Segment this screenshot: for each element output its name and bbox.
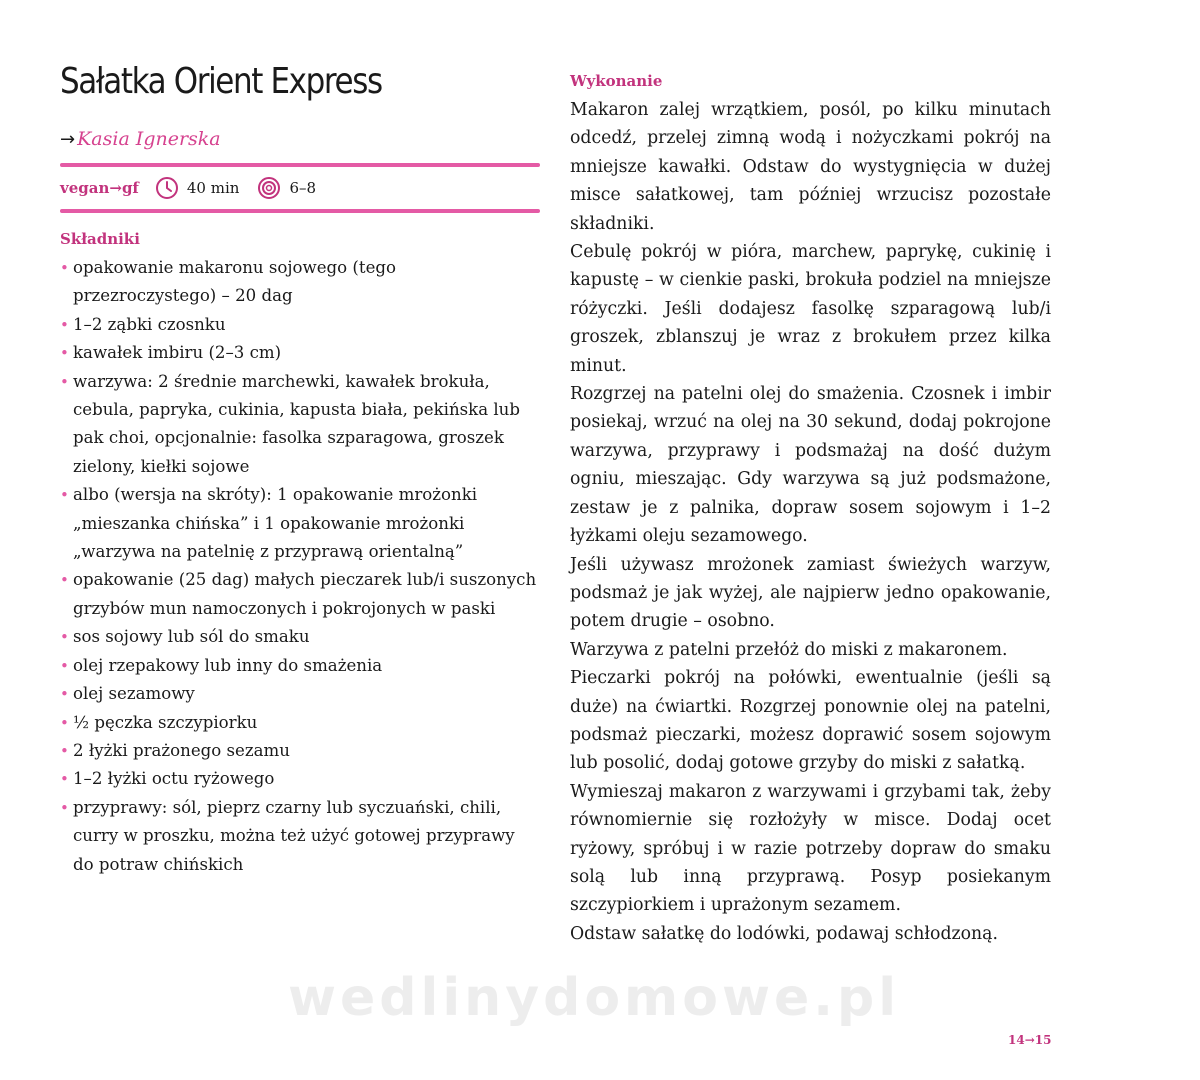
recipe-meta — [60, 168, 540, 208]
ingredient-item: • warzywa: 2 średnie marchewki, kawałek brokuła, cebula, papryka, cukinia, kapusta biała, pekińska lub pak choi, opcjonalnie: fasolka szparagowa, groszek zielony, kiełki sojowe — [60, 368, 540, 482]
diet-tag: vegan→gf — [60, 179, 139, 197]
ingredient-item: • 1–2 ząbki czosnku — [60, 311, 540, 339]
author-name: Kasia Ignerska — [77, 128, 221, 150]
ingredient-item: • przyprawy: sól, pieprz czarny lub syczuański, chili, curry w proszku, można też użyć gotowej przyprawy do potraw chińskich — [60, 794, 540, 879]
divider-bottom — [60, 208, 540, 214]
ingredients-list — [60, 254, 540, 879]
ingredient-item: • opakowanie makaronu sojowego (tego przezroczystego) – 20 dag — [60, 254, 540, 311]
recipe-title: Sałatka Orient Express — [60, 61, 382, 102]
method-paragraph: Pieczarki pokrój na połówki, ewentualnie (jeśli są duże) na ćwiartki. Rozgrzej ponownie olej na patelni, podsmaż pieczarki, możesz doprawić sosem sojowym lub posolić, dodaj gotowe grzyby do miski z sałatką. — [570, 668, 1051, 774]
ingredient-item: • 1–2 łyżki octu ryżowego — [60, 765, 540, 793]
author-row — [60, 124, 540, 154]
ingredient-item: • opakowanie (25 dag) małych pieczarek lub/i suszonych grzybów mun namoczonych i pokrojonych w paski — [60, 566, 540, 623]
method-heading: Wykonanie — [570, 72, 663, 90]
divider-top — [60, 162, 540, 168]
ingredient-item: • kawałek imbiru (2–3 cm) — [60, 339, 540, 367]
watermark: wedlinydomowe.pl — [288, 968, 901, 1028]
ingredient-item: • albo (wersja na skróty): 1 opakowanie mrożonki „mieszanka chińska” i 1 opakowanie mrożonki „warzywa na patelnię z przyprawą orientalną” — [60, 481, 540, 566]
method-paragraph: Warzywa z patelni przełóż do miski z makaronem. — [570, 639, 1008, 660]
ingredient-item: • sos sojowy lub sól do smaku — [60, 623, 540, 651]
prep-time: 40 min — [186, 179, 240, 197]
left-column — [60, 52, 540, 879]
ingredient-item: • ½ pęczka szczypiorku — [60, 709, 540, 737]
method-paragraph: Makaron zalej wrzątkiem, posól, po kilku minutach odcedź, przelej zimną wodą i nożyczkami pokrój na mniejsze kawałki. Odstaw do wystygnięcia w dużej misce sałatkowej, tam później wrzucisz pozostałe składniki. — [570, 100, 1051, 234]
arrow-icon: → — [60, 128, 76, 150]
method-text — [570, 96, 1051, 948]
servings-count: 6–8 — [289, 179, 317, 197]
page-number: 14→15 — [1008, 1033, 1052, 1047]
method-paragraph: Cebulę pokrój w pióra, marchew, paprykę, cukinię i kapustę – w cienkie paski, brokuła podziel na mniejsze różyczki. Jeśli dodajesz fasolkę szparagową lub/i groszek, zblanszuj je wraz z brokułem przez kilka minut. — [570, 242, 1051, 376]
ingredients-heading: Składniki — [60, 230, 140, 248]
method-paragraph: Jeśli używasz mrożonek zamiast świeżych warzyw, podsmaż je jak wyżej, ale najpierw jedno opakowanie, potem drugie – osobno. — [570, 554, 1051, 632]
method-paragraph: Odstaw sałatkę do lodówki, podawaj schłodzoną. — [570, 923, 998, 944]
right-column — [570, 70, 1051, 948]
ingredient-item: • olej sezamowy — [60, 680, 540, 708]
ingredient-item: • 2 łyżki prażonego sezamu — [60, 737, 540, 765]
method-paragraph: Wymieszaj makaron z warzywami i grzybami tak, żeby równomiernie się rozłożyły w misce. Dodaj ocet ryżowy, spróbuj i w razie potrzeby dopraw do smaku solą lub inną przyprawą. Posyp posiekanym szczypiorkiem i uprażonym sezamem. — [570, 781, 1051, 916]
servings-icon — [257, 176, 281, 200]
method-paragraph: Rozgrzej na patelni olej do smażenia. Czosnek i imbir posiekaj, wrzuć na olej na 30 sekund, dodaj pokrojone warzywa, przyprawy i podsmażaj na dość dużym ogniu, mieszając. Gdy warzywa są już podsmażone, zestaw je z palnika, dopraw sosem sojowym i 1–2 łyżkami oleju sezamowego. — [570, 384, 1051, 547]
ingredient-item: • olej rzepakowy lub inny do smażenia — [60, 652, 540, 680]
clock-icon — [155, 176, 179, 200]
